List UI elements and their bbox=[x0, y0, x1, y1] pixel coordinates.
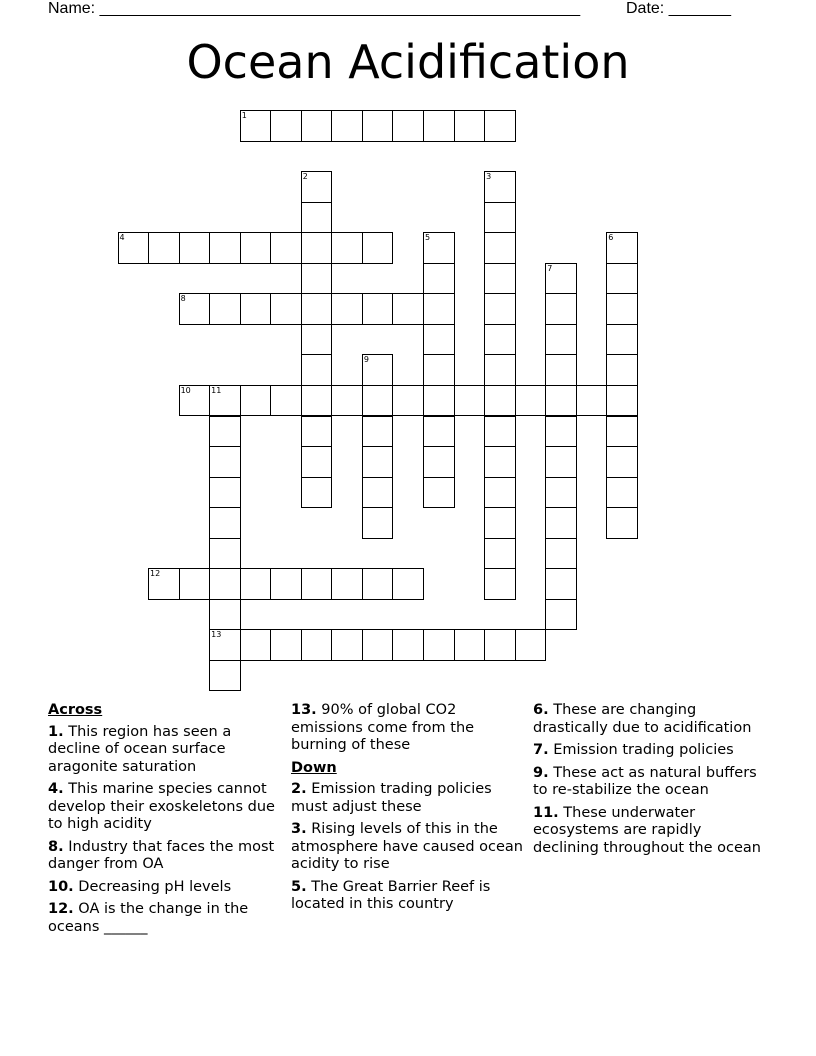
clue-column-3 bbox=[533, 702, 769, 862]
name-blank[interactable]: ______________________________________________________ bbox=[99, 0, 581, 17]
grid-cell[interactable] bbox=[331, 385, 363, 417]
grid-cell[interactable] bbox=[545, 263, 577, 295]
grid-cell[interactable] bbox=[209, 629, 241, 661]
grid-cell[interactable] bbox=[148, 568, 180, 600]
grid-cell[interactable] bbox=[545, 416, 577, 448]
grid-cell[interactable] bbox=[209, 507, 241, 539]
grid-cell[interactable] bbox=[545, 354, 577, 386]
grid-cell[interactable] bbox=[484, 293, 516, 325]
grid-cell[interactable] bbox=[392, 629, 424, 661]
grid-cell[interactable] bbox=[545, 446, 577, 478]
grid-cell[interactable] bbox=[362, 110, 394, 142]
grid-cell[interactable] bbox=[362, 446, 394, 478]
grid-cell[interactable] bbox=[484, 263, 516, 295]
clue-across-10: 10. Decreasing pH levels bbox=[48, 878, 232, 895]
clue-number-label: 7 bbox=[547, 263, 553, 273]
grid-cell[interactable] bbox=[362, 507, 394, 539]
grid-cell[interactable] bbox=[270, 110, 302, 142]
grid-cell[interactable] bbox=[209, 660, 241, 692]
clue-down-5: 5. The Great Barrier Reef is located in this country bbox=[291, 878, 491, 912]
grid-cell[interactable] bbox=[545, 477, 577, 509]
clue-number-label: 8 bbox=[180, 294, 186, 304]
grid-cell[interactable] bbox=[454, 385, 486, 417]
grid-cell[interactable] bbox=[484, 446, 516, 478]
grid-cell[interactable] bbox=[148, 232, 180, 264]
clue-number-label: 6 bbox=[608, 233, 614, 243]
grid-cell[interactable] bbox=[606, 354, 638, 386]
clue-across-12: 12. OA is the change in the oceans ______ bbox=[48, 901, 249, 935]
grid-cell[interactable] bbox=[454, 629, 486, 661]
grid-cell[interactable] bbox=[240, 568, 272, 600]
grid-cell[interactable] bbox=[545, 293, 577, 325]
grid-cell[interactable] bbox=[423, 629, 455, 661]
grid-cell[interactable] bbox=[576, 385, 608, 417]
grid-cell[interactable] bbox=[179, 232, 211, 264]
grid-cell[interactable] bbox=[209, 416, 241, 448]
grid-cell[interactable] bbox=[515, 385, 547, 417]
grid-cell[interactable] bbox=[606, 416, 638, 448]
grid-cell[interactable] bbox=[392, 385, 424, 417]
grid-cell[interactable] bbox=[209, 538, 241, 570]
grid-cell[interactable] bbox=[270, 232, 302, 264]
grid-cell[interactable] bbox=[545, 385, 577, 417]
name-label: Name: bbox=[48, 0, 100, 17]
grid-cell[interactable] bbox=[484, 629, 516, 661]
grid-cell[interactable] bbox=[484, 507, 516, 539]
clue-across-4: 4. This marine species cannot develop their exoskeletons due to high acidity bbox=[48, 781, 275, 832]
grid-cell[interactable] bbox=[331, 568, 363, 600]
grid-cell[interactable] bbox=[484, 538, 516, 570]
grid-cell[interactable] bbox=[209, 385, 241, 417]
clue-number-label: 9 bbox=[363, 355, 369, 365]
grid-cell[interactable] bbox=[423, 477, 455, 509]
clue-number-label: 3 bbox=[486, 172, 492, 182]
grid-cell[interactable] bbox=[301, 232, 333, 264]
grid-cell[interactable] bbox=[331, 232, 363, 264]
clue-across-8: 8. Industry that faces the most danger from OA bbox=[48, 838, 275, 872]
grid-cell[interactable] bbox=[179, 293, 211, 325]
clue-number-label: 10 bbox=[180, 385, 191, 395]
grid-cell[interactable] bbox=[423, 324, 455, 356]
grid-cell[interactable] bbox=[209, 568, 241, 600]
clue-number-label: 1 bbox=[241, 111, 247, 120]
clue-column-2 bbox=[291, 702, 527, 919]
grid-cell[interactable] bbox=[209, 293, 241, 325]
clue-number-label: 12 bbox=[150, 569, 161, 579]
grid-cell[interactable] bbox=[301, 202, 333, 234]
grid-cell[interactable] bbox=[362, 354, 394, 386]
grid-cell[interactable] bbox=[423, 293, 455, 325]
grid-cell[interactable] bbox=[331, 110, 363, 142]
grid-cell[interactable] bbox=[484, 477, 516, 509]
grid-cell[interactable] bbox=[301, 568, 333, 600]
grid-cell[interactable] bbox=[392, 110, 424, 142]
date-blank[interactable]: _______ bbox=[668, 0, 731, 17]
page-title: Ocean Acidification bbox=[186, 35, 630, 89]
grid-cell[interactable] bbox=[240, 232, 272, 264]
grid-cell[interactable] bbox=[392, 568, 424, 600]
grid-cell[interactable] bbox=[301, 385, 333, 417]
grid-cell[interactable] bbox=[118, 232, 150, 264]
down-heading: Down bbox=[291, 759, 337, 776]
grid-cell[interactable] bbox=[209, 232, 241, 264]
grid-cell[interactable] bbox=[179, 385, 211, 417]
grid-cell[interactable] bbox=[484, 110, 516, 142]
clue-down-9: 9. These act as natural buffers to re-stabilize the ocean bbox=[533, 764, 757, 798]
grid-cell[interactable] bbox=[301, 110, 333, 142]
grid-cell[interactable] bbox=[484, 324, 516, 356]
grid-cell[interactable] bbox=[423, 354, 455, 386]
grid-cell[interactable] bbox=[545, 568, 577, 600]
grid-cell[interactable] bbox=[301, 293, 333, 325]
grid-cell[interactable] bbox=[301, 477, 333, 509]
clue-down-11: 11. These underwater ecosystems are rapidly declining throughout the ocean bbox=[533, 804, 761, 856]
grid-cell[interactable] bbox=[423, 446, 455, 478]
clue-down-7: 7. Emission trading policies bbox=[533, 742, 734, 758]
grid-cell[interactable] bbox=[423, 232, 455, 264]
grid-cell[interactable] bbox=[484, 568, 516, 600]
grid-cell[interactable] bbox=[606, 324, 638, 356]
grid-cell[interactable] bbox=[331, 629, 363, 661]
grid-cell[interactable] bbox=[331, 293, 363, 325]
clue-number-label: 13 bbox=[211, 630, 222, 640]
clue-number-label: 2 bbox=[302, 172, 308, 182]
grid-cell[interactable] bbox=[606, 507, 638, 539]
clue-column-1 bbox=[48, 702, 284, 941]
grid-cell[interactable] bbox=[423, 110, 455, 142]
grid-cell[interactable] bbox=[240, 293, 272, 325]
grid-cell[interactable] bbox=[606, 263, 638, 295]
grid-cell[interactable] bbox=[301, 324, 333, 356]
grid-cell[interactable] bbox=[301, 263, 333, 295]
grid-cell[interactable] bbox=[484, 171, 516, 203]
grid-cell[interactable] bbox=[606, 385, 638, 417]
grid-cell[interactable] bbox=[606, 446, 638, 478]
grid-cell[interactable] bbox=[362, 477, 394, 509]
grid-cell[interactable] bbox=[484, 385, 516, 417]
grid-cell[interactable] bbox=[270, 568, 302, 600]
grid-cell[interactable] bbox=[545, 538, 577, 570]
grid-cell[interactable] bbox=[515, 629, 547, 661]
grid-cell[interactable] bbox=[240, 110, 272, 142]
grid-cell[interactable] bbox=[240, 385, 272, 417]
across-heading: Across bbox=[48, 702, 103, 718]
clue-down-3: 3. Rising levels of this in the atmosphere have caused ocean acidity to rise bbox=[291, 821, 523, 872]
grid-cell[interactable] bbox=[484, 202, 516, 234]
grid-cell[interactable] bbox=[484, 232, 516, 264]
grid-cell[interactable] bbox=[392, 293, 424, 325]
clue-across-1: 1. This region has seen a decline of ocean surface aragonite saturation bbox=[48, 723, 232, 775]
grid-cell[interactable] bbox=[423, 385, 455, 417]
clue-down-6: 6. These are changing drastically due to acidification bbox=[533, 702, 752, 736]
grid-cell[interactable] bbox=[423, 263, 455, 295]
grid-cell[interactable] bbox=[484, 416, 516, 448]
grid-cell[interactable] bbox=[270, 293, 302, 325]
grid-cell[interactable] bbox=[545, 599, 577, 631]
grid-cell[interactable] bbox=[606, 477, 638, 509]
grid-cell[interactable] bbox=[545, 507, 577, 539]
clue-across-13: 13. 90% of global CO2 emissions come from the burning of these bbox=[291, 702, 475, 753]
clue-number-label: 4 bbox=[119, 233, 125, 243]
clue-down-2: 2. Emission trading policies must adjust these bbox=[291, 781, 492, 815]
grid-cell[interactable] bbox=[301, 171, 333, 203]
grid-cell[interactable] bbox=[209, 599, 241, 631]
grid-cell[interactable] bbox=[301, 354, 333, 386]
grid-cell[interactable] bbox=[301, 416, 333, 448]
grid-cell[interactable] bbox=[362, 385, 394, 417]
grid-cell[interactable] bbox=[301, 446, 333, 478]
grid-cell[interactable] bbox=[209, 446, 241, 478]
grid-cell[interactable] bbox=[545, 324, 577, 356]
grid-cell[interactable] bbox=[301, 629, 333, 661]
grid-cell[interactable] bbox=[179, 568, 211, 600]
date-label: Date: bbox=[626, 0, 669, 17]
grid-cell[interactable] bbox=[606, 232, 638, 264]
grid-cell[interactable] bbox=[423, 416, 455, 448]
grid-cell[interactable] bbox=[270, 629, 302, 661]
clue-number-label: 5 bbox=[425, 233, 431, 243]
grid-cell[interactable] bbox=[362, 629, 394, 661]
grid-cell[interactable] bbox=[209, 477, 241, 509]
grid-cell[interactable] bbox=[362, 232, 394, 264]
grid-cell[interactable] bbox=[362, 293, 394, 325]
grid-cell[interactable] bbox=[240, 629, 272, 661]
grid-cell[interactable] bbox=[362, 416, 394, 448]
grid-cell[interactable] bbox=[454, 110, 486, 142]
grid-cell[interactable] bbox=[362, 568, 394, 600]
grid-cell[interactable] bbox=[270, 385, 302, 417]
grid-cell[interactable] bbox=[606, 293, 638, 325]
grid-cell[interactable] bbox=[484, 354, 516, 386]
clue-number-label: 11 bbox=[211, 385, 222, 395]
